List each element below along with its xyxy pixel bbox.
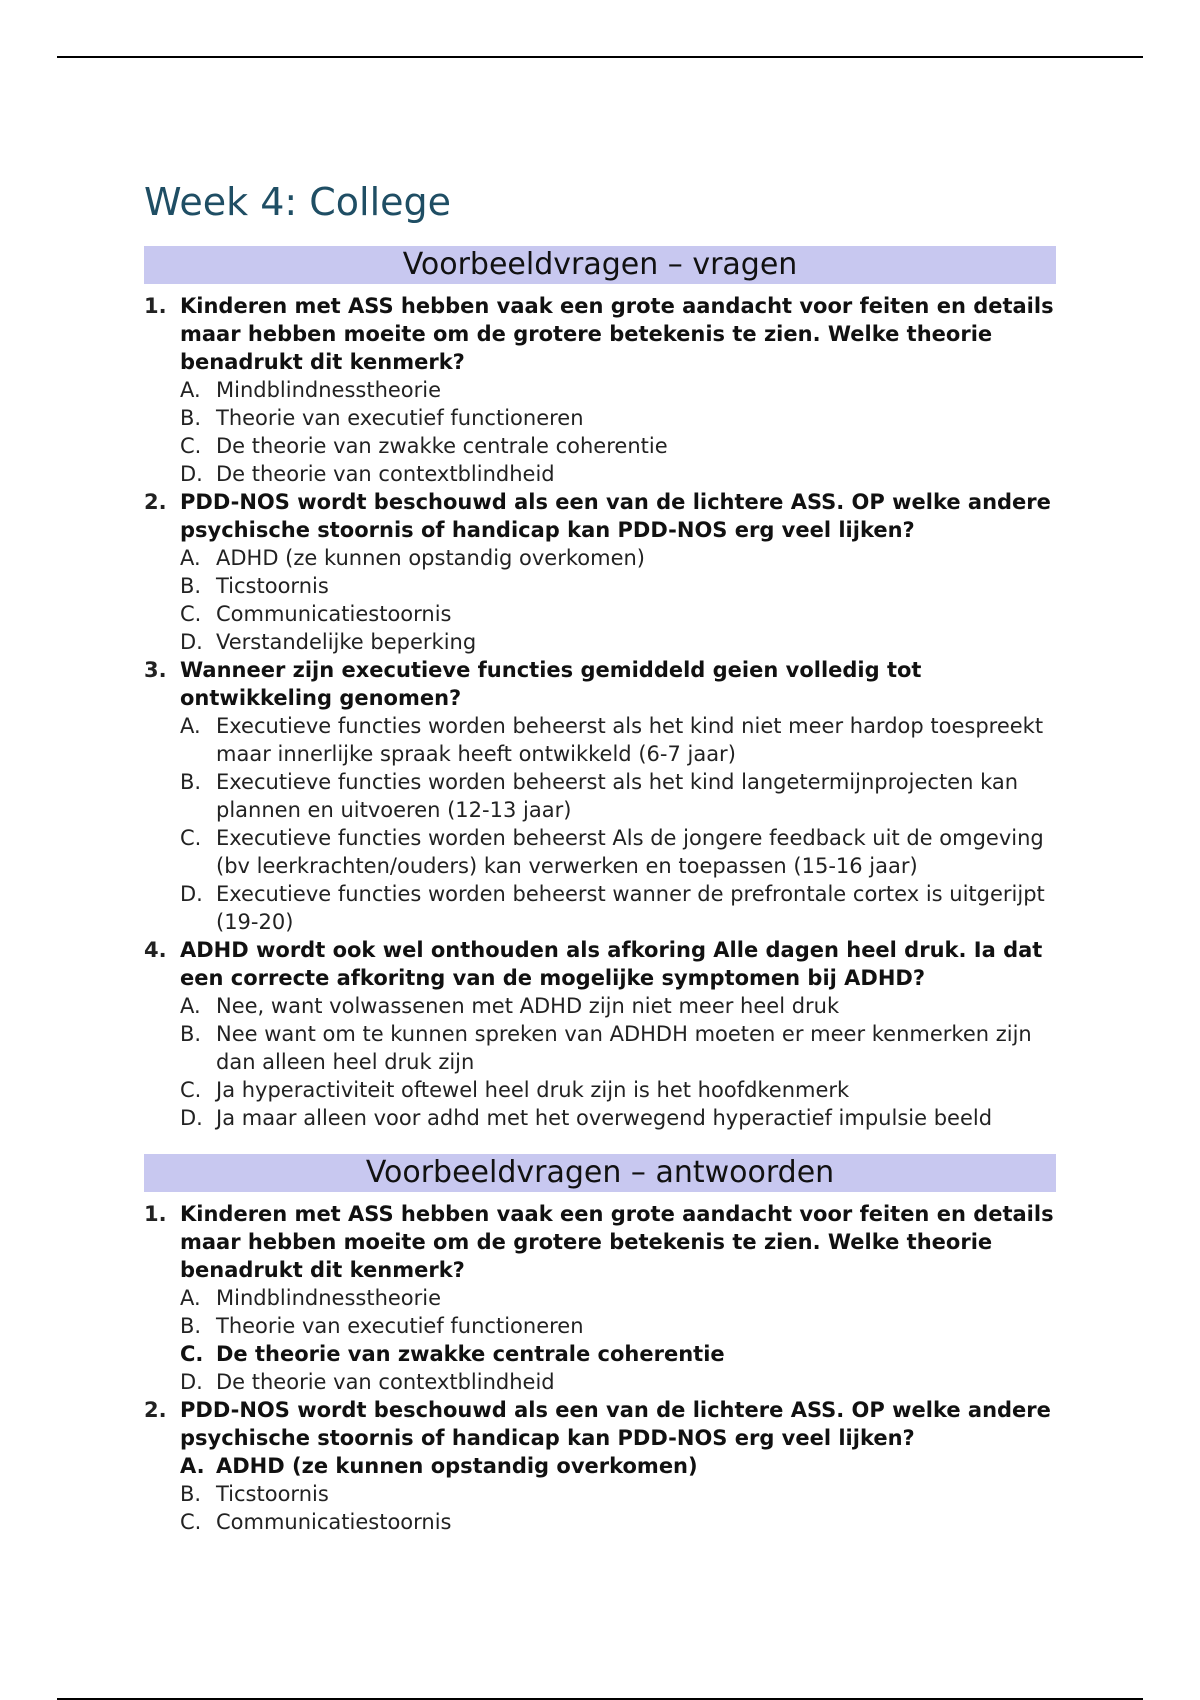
question-number: 2. (144, 490, 167, 514)
option-item (180, 1480, 1056, 1508)
option-letter: D. (180, 882, 203, 906)
option-item (180, 432, 1056, 460)
option-text: Ticstoornis (216, 1482, 329, 1506)
page-title: Week 4: College (144, 180, 452, 224)
question-text: Kinderen met ASS hebben vaak een grote aandacht voor feiten en details maar hebben moeite om de grotere betekenis te zien. Welke theorie benadrukt dit kenmerk? (180, 294, 1054, 374)
question-text: Wanneer zijn executieve functies gemiddeld geien volledig tot ontwikkeling genomen? (180, 658, 922, 710)
option-letter: C. (180, 1510, 202, 1534)
option-text: Executieve functies worden beheerst als het kind langetermijnprojecten kan plannen en uitvoeren (12-13 jaar) (216, 770, 1019, 822)
option-item (180, 768, 1056, 824)
question-item (144, 656, 1056, 936)
option-item (180, 1020, 1056, 1076)
question-number: 2. (144, 1398, 167, 1422)
option-text: Nee, want volwassenen met ADHD zijn niet meer heel druk (216, 994, 840, 1018)
question-text: Kinderen met ASS hebben vaak een grote aandacht voor feiten en details maar hebben moeite om de grotere betekenis te zien. Welke theorie benadrukt dit kenmerk? (180, 1202, 1054, 1282)
question-text: ADHD wordt ook wel onthouden als afkoring Alle dagen heel druk. Ia dat een correcte afkoritng van de mogelijke symptomen bij ADHD? (180, 938, 1043, 990)
option-text: Communicatiestoornis (216, 602, 452, 626)
option-item (180, 880, 1056, 936)
option-text: Executieve functies worden beheerst als het kind niet meer hardop toespreekt maar innerlijke spraak heeft ontwikkeld (6-7 jaar) (216, 714, 1044, 766)
option-text: De theorie van zwakke centrale coherentie (216, 1342, 725, 1366)
option-letter: B. (180, 1314, 202, 1338)
option-letter: C. (180, 1078, 202, 1102)
option-letter: A. (180, 546, 201, 570)
option-letter: C. (180, 602, 202, 626)
option-letter: D. (180, 1370, 203, 1394)
option-text: Ticstoornis (216, 574, 329, 598)
question-number: 1. (144, 294, 167, 318)
question-number: 1. (144, 1202, 167, 1226)
option-list (180, 544, 1056, 656)
option-item (180, 1368, 1056, 1396)
option-letter: D. (180, 1106, 203, 1130)
option-text: De theorie van zwakke centrale coherentie (216, 434, 668, 458)
option-letter: A. (180, 994, 201, 1018)
option-text: Verstandelijke beperking (216, 630, 477, 654)
option-item (180, 1508, 1056, 1536)
option-letter: D. (180, 462, 203, 486)
option-text: Theorie van executief functioneren (216, 1314, 584, 1338)
question-item (144, 936, 1056, 1132)
option-letter: B. (180, 1022, 202, 1046)
question-item (144, 488, 1056, 656)
option-text: Executieve functies worden beheerst wanner de prefrontale cortex is uitgerijpt (19-20) (216, 882, 1045, 934)
option-item (180, 628, 1056, 656)
option-item (180, 712, 1056, 768)
answer-item (144, 1200, 1056, 1396)
option-list (180, 992, 1056, 1132)
option-text: Mindblindnesstheorie (216, 1286, 442, 1310)
question-number: 4. (144, 938, 167, 962)
option-letter: C. (180, 1342, 204, 1366)
option-item (180, 572, 1056, 600)
option-letter: B. (180, 770, 202, 794)
option-text: ADHD (ze kunnen opstandig overkomen) (216, 546, 646, 570)
option-letter: B. (180, 1482, 202, 1506)
option-text: De theorie van contextblindheid (216, 1370, 555, 1394)
option-letter: C. (180, 826, 202, 850)
option-letter: A. (180, 714, 201, 738)
option-letter: D. (180, 630, 203, 654)
option-item (180, 824, 1056, 880)
option-letter: B. (180, 406, 202, 430)
correct-option-item (180, 1452, 1056, 1480)
option-text: Ja maar alleen voor adhd met het overwegend hyperactief impulsie beeld (216, 1106, 993, 1130)
question-text: PDD-NOS wordt beschouwd als een van de lichtere ASS. OP welke andere psychische stoornis of handicap kan PDD-NOS erg veel lijken? (180, 1398, 1051, 1450)
option-list (180, 1284, 1056, 1396)
option-list (180, 376, 1056, 488)
section-heading-answers: Voorbeeldvragen – antwoorden (144, 1154, 1056, 1192)
option-text: Communicatiestoornis (216, 1510, 452, 1534)
option-item (180, 600, 1056, 628)
option-letter: A. (180, 1286, 201, 1310)
section-heading-questions: Voorbeeldvragen – vragen (144, 246, 1056, 284)
option-item (180, 1284, 1056, 1312)
option-text: Executieve functies worden beheerst Als de jongere feedback uit de omgeving (bv leerkrachten/ouders) kan verwerken en toepassen (15-16 jaar) (216, 826, 1044, 878)
option-letter: C. (180, 434, 202, 458)
question-number: 3. (144, 658, 167, 682)
option-text: Mindblindnesstheorie (216, 378, 442, 402)
option-text: ADHD (ze kunnen opstandig overkomen) (216, 1454, 698, 1478)
question-item (144, 292, 1056, 488)
option-text: Ja hyperactiviteit oftewel heel druk zijn is het hoofdkenmerk (216, 1078, 850, 1102)
option-item (180, 1312, 1056, 1340)
document-body (144, 176, 1056, 1536)
option-letter: B. (180, 574, 202, 598)
question-text: PDD-NOS wordt beschouwd als een van de lichtere ASS. OP welke andere psychische stoornis of handicap kan PDD-NOS erg veel lijken? (180, 490, 1051, 542)
answer-item (144, 1396, 1056, 1536)
option-item (180, 544, 1056, 572)
question-list-answers (144, 1200, 1056, 1536)
option-text: Nee want om te kunnen spreken van ADHDH moeten er meer kenmerken zijn dan alleen heel druk zijn (216, 1022, 1032, 1074)
top-rule (57, 56, 1143, 58)
option-item (180, 1076, 1056, 1104)
option-list (180, 712, 1056, 936)
option-text: Theorie van executief functioneren (216, 406, 584, 430)
option-letter: A. (180, 1454, 205, 1478)
option-item (180, 992, 1056, 1020)
option-letter: A. (180, 378, 201, 402)
correct-option-item (180, 1340, 1056, 1368)
option-item (180, 460, 1056, 488)
option-item (180, 1104, 1056, 1132)
option-item (180, 404, 1056, 432)
option-list (180, 1452, 1056, 1536)
option-item (180, 376, 1056, 404)
question-list-questions (144, 292, 1056, 1132)
option-text: De theorie van contextblindheid (216, 462, 555, 486)
